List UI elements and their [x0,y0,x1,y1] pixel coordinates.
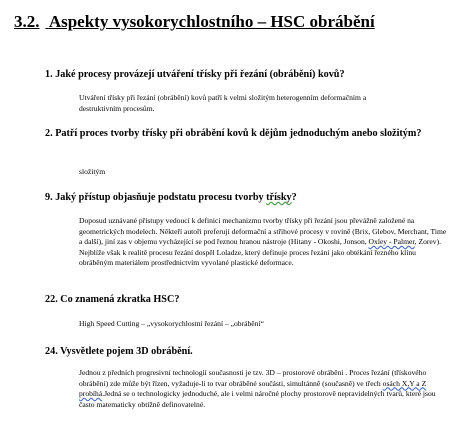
section-title: Aspekty vysokorychlostního – HSC obrábění [48,12,375,31]
answer-1: Utváření třísky při řezání (obrábění) kovů patří k velmi složitým heterogenním deformačním a destruktivním procesům. [79,93,367,113]
question-9 [45,191,440,204]
answer-24-text-1: Jednou z předních progresivní technologií současnosti je tzv. 3D – prostorové obrábění . Proces řezání (třískového obrábění) zde může být řízen, vyžaduje-li to tvar obráběné součásti, simultánně (současně) ve třech [79,368,427,388]
answer-9-text-2: , Zorev). Nejblíže však k realitě procesu řezání dospěl Loladze, který definuje proces řezání jako obtékání řezného klínu obráběným materiálem prostřednictvím vyvolané plastické deformace. [79,237,441,268]
answer-9 [79,216,449,269]
answer-22: High Speed Cutting – „vysokorychlostní řezání – „obrábění“ [79,319,264,328]
section-heading [14,12,375,32]
answer-24-marked-text: osách X,Y a Z probíhá [79,378,427,399]
question-2: 2. Patří proces tvorby třísky při obrábění kovů k dějům jednoduchým anebo složitým? [45,128,422,139]
section-number: 3.2. [14,12,40,31]
answer-24-text-2: .Jedná se o technologicky jednoduché, ale i velmi náročné plochy prostorově nepravidelných tvarů, které jsou často matematicky obtížně definovatelné. [79,389,436,409]
question-24: 24. Vysvětlete pojem 3D obrábění. [45,346,193,357]
answer-24 [79,368,451,410]
question-9-text: 9. Jaký přístup objasňuje podstatu procesu tvorby [45,192,267,203]
answer-2: složitým [79,167,106,176]
question-1: 1. Jaké procesy provázejí utváření třísky při řezání (obrábění) kovů? [45,69,345,80]
answer-9-marked-text: Oxley - Palmer [368,237,415,247]
answer-9-text-1: Doposud uznávané přístupy vedoucí k definici mechanizmu tvorby třísky při řezání jsou převážně založené na geometrických modelech. Někteří autoři preferují deformační a střihové procesy v rovině (Brix, Glebov, Merchant, Time a další), jiní zas v objemu vycházející se pod řeznou hranou nástroje (Hitany - Okoshi, Jonson, [79,216,447,247]
question-9-marked-word: třísky [266,192,292,203]
question-9-suffix: ? [291,192,297,203]
question-22: 22. Co znamená zkratka HSC? [45,294,180,305]
